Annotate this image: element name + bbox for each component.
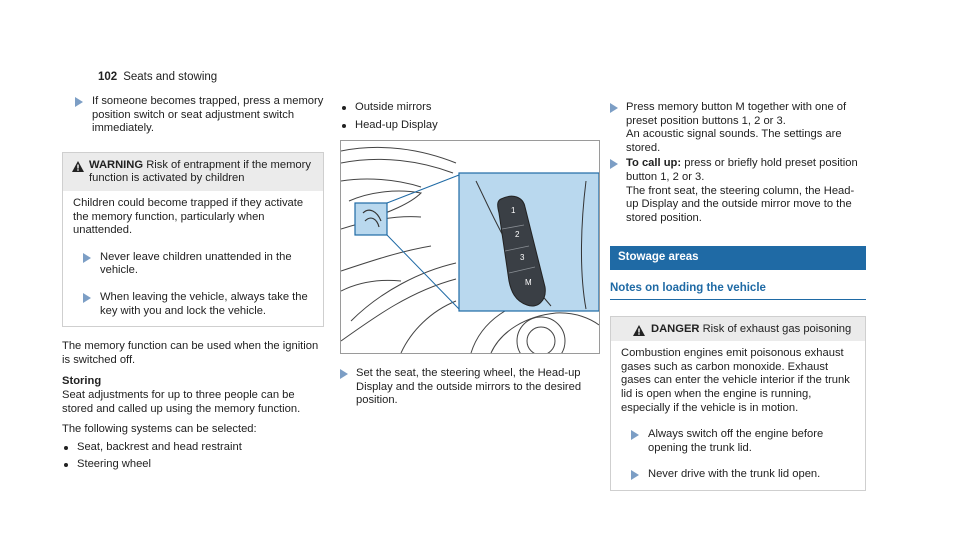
danger-header (611, 317, 865, 342)
step-item: Never leave children unattended in the vehicle. (73, 251, 313, 278)
button-label-3: 3 (520, 253, 525, 263)
list-item: Head-up Display (340, 119, 598, 133)
arrow-step-icon (75, 97, 83, 107)
step-item: Always switch off the engine before opening the trunk lid. (621, 428, 855, 455)
column-left (62, 95, 324, 472)
arrow-step-icon (340, 369, 348, 379)
arrow-step-icon (610, 159, 618, 169)
warning-body (63, 191, 323, 326)
warning-triangle-icon (72, 161, 84, 172)
step-item: Never drive with the trunk lid open. (621, 468, 855, 482)
memory-buttons-figure (340, 140, 600, 354)
subheading-loading: Notes on loading the vehicle (610, 282, 866, 300)
section-name: Seats and stowing (123, 71, 218, 83)
step-item: To call up: press or briefly hold preset position button 1, 2 or 3. The front seat, the steering column, the Head-up Display and the outside mirror move to the stored position. (596, 157, 866, 225)
paragraph: Seat adjustments for up to three people can be stored and called up using the memory function. (62, 388, 301, 415)
danger-text: Combustion engines emit poisonous exhaust gases such as carbon monoxide. Exhaust gases can enter the vehicle interior if the trunk lid is open when the engine is running, especially if the vehicle is in motion. (621, 347, 850, 414)
column-right (596, 101, 866, 491)
danger-title: Risk of exhaust gas poisoning (702, 322, 852, 335)
danger-box (610, 316, 866, 491)
step-item: If someone becomes trapped, press a memory position switch or seat adjustment switch immediately. (62, 95, 324, 136)
warning-box (62, 152, 324, 327)
warning-text: Children could become trapped if they activate the memory function, particularly when unattended. (73, 196, 304, 237)
door-panel-illustration (341, 141, 599, 353)
step-item: Set the seat, the steering wheel, the Head-up Display and the outside mirrors to the desired position. (340, 367, 598, 408)
warning-header (63, 153, 323, 191)
danger-label: DANGER (651, 322, 700, 335)
list-item: Steering wheel (62, 458, 324, 472)
section-title-bar: Stowage areas (610, 246, 866, 270)
button-label-1: 1 (511, 206, 516, 216)
list-item: Seat, backrest and head restraint (62, 441, 324, 455)
subheading-storing: Storing (62, 375, 102, 388)
button-label-2: 2 (515, 230, 520, 240)
warning-triangle-icon (633, 325, 645, 336)
list-item: Outside mirrors (340, 101, 598, 115)
arrow-step-icon (83, 293, 91, 303)
arrow-step-icon (610, 103, 618, 113)
warning-label: WARNING (89, 158, 144, 171)
paragraph: The following systems can be selected: (62, 423, 257, 436)
warning-title: Risk of entrapment if the memory function is activated by children (89, 158, 311, 185)
step-item: Press memory button M together with one of preset position buttons 1, 2 or 3. An acoustic signal sounds. The settings are stored. (596, 101, 866, 155)
arrow-step-icon (631, 430, 639, 440)
button-label-m: M (525, 278, 532, 288)
page-header (98, 71, 217, 85)
arrow-step-icon (631, 470, 639, 480)
step-item: When leaving the vehicle, always take the key with you and lock the vehicle. (73, 291, 313, 318)
paragraph: The memory function can be used when the ignition is switched off. (62, 340, 319, 366)
danger-body (611, 341, 865, 490)
arrow-step-icon (83, 253, 91, 263)
page-number: 102 (98, 71, 118, 83)
column-middle (340, 101, 598, 408)
